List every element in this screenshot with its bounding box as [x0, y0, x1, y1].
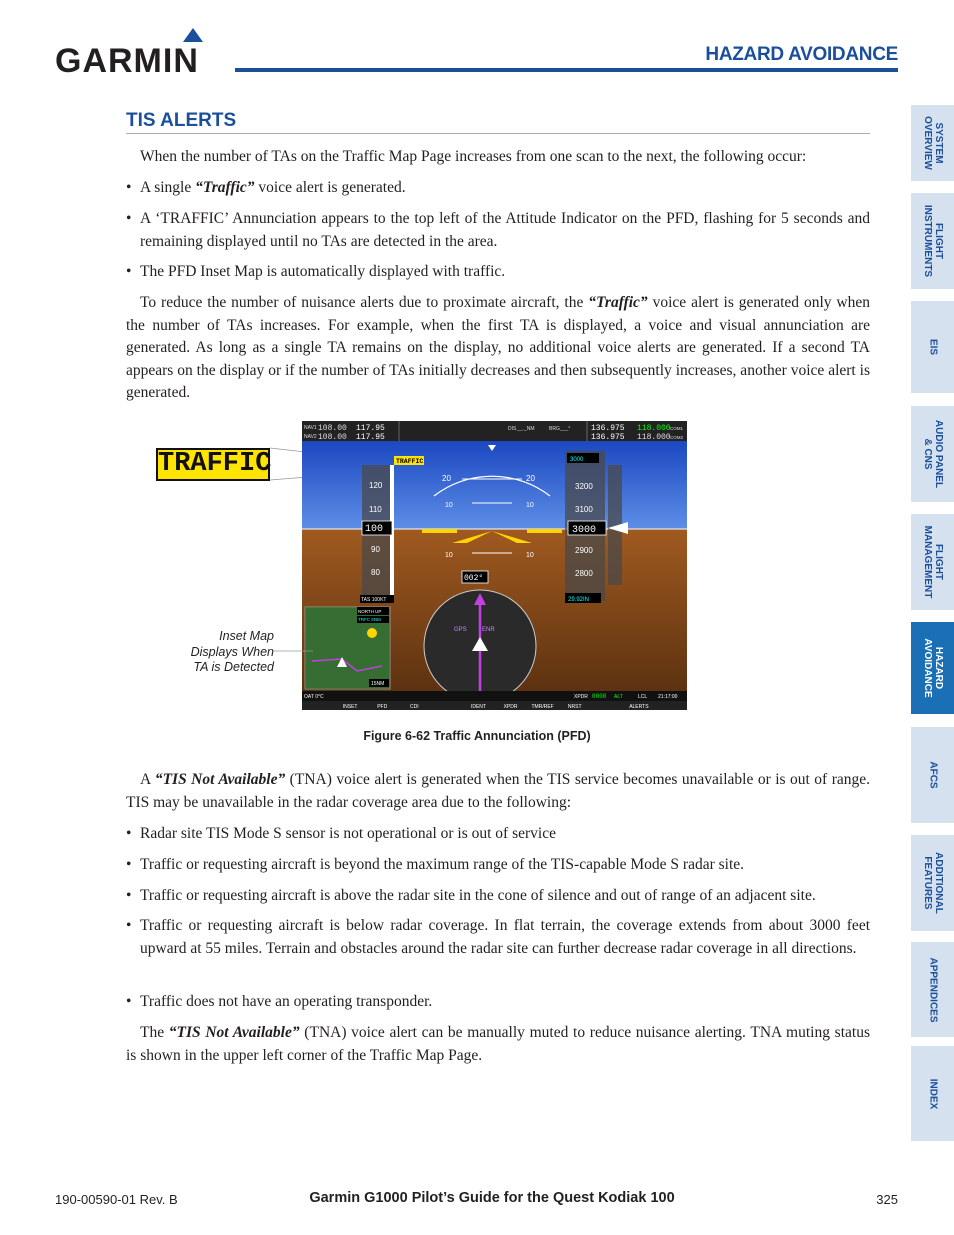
svg-text:2900: 2900 [575, 546, 593, 555]
softkey-label: PFD [377, 704, 388, 710]
svg-text:117.95: 117.95 [356, 424, 385, 433]
svg-text:118.000: 118.000 [637, 424, 671, 433]
list-item: • The PFD Inset Map is automatically displayed with traffic. [126, 261, 870, 284]
inset-map-callout-line [273, 650, 313, 652]
svg-text:ALT: ALT [614, 694, 623, 700]
svg-text:15NM: 15NM [371, 681, 385, 687]
tab-audio-panel-cns[interactable]: AUDIO PANEL & CNS [911, 406, 954, 502]
svg-text:BRG: BRG [549, 426, 560, 432]
intro-paragraph: When the number of TAs on the Traffic Map Page increases from one scan to the next, the following occur: [140, 148, 807, 165]
svg-text:COM2: COM2 [670, 435, 684, 440]
header-rule [235, 68, 898, 72]
softkey-label: CDI [409, 704, 419, 710]
svg-text:136.975: 136.975 [591, 433, 625, 442]
softkey-label: IDENT [470, 704, 486, 710]
svg-text:136.975: 136.975 [591, 424, 625, 433]
body-paragraph: The “TIS Not Available” (TNA) voice alert can be manually muted to reduce nuisance alerting. TNA muting status is shown in the upper left corner of the Traffic Map Page. [126, 1024, 870, 1064]
list-item: • A ‘TRAFFIC’ Annunciation appears to the top left of the Attitude Indicator on the PFD, flashing for 5 seconds and remaining displayed until no TAs are detected in the area. [126, 208, 870, 253]
list-item: • Traffic or requesting aircraft is above the radar site in the cone of silence and out of range of an adjacent site. [126, 885, 870, 908]
svg-text:120: 120 [369, 481, 383, 490]
tab-hazard-avoidance[interactable]: HAZARD AVOIDANCE [911, 622, 954, 714]
softkey-label: ALERTS [629, 704, 649, 710]
svg-text:002°: 002° [464, 574, 484, 583]
svg-text:OAT 0°C: OAT 0°C [304, 694, 324, 700]
footer-title: Garmin G1000 Pilot’s Guide for the Quest Kodiak 100 [309, 1190, 675, 1206]
list-item: • Radar site TIS Mode S sensor is not operational or is out of service [126, 823, 870, 846]
softkey-label: TMR/REF [531, 704, 554, 710]
svg-text:GARMIN: GARMIN [55, 42, 199, 76]
tab-flight-management[interactable]: FLIGHT MANAGEMENT [911, 514, 954, 610]
page-number: 325 [876, 1192, 898, 1207]
svg-text:2800: 2800 [575, 569, 593, 578]
list-item: • Traffic or requesting aircraft is below radar coverage. In flat terrain, the coverage extends from about 3000 feet upward at 55 miles. Terrain and obstacles around the radar site can further decrease radar coverage in all directions. [126, 915, 870, 960]
svg-text:10: 10 [526, 552, 534, 559]
svg-text:NAV2: NAV2 [304, 434, 317, 440]
inset-map-callout-label: Inset Map Displays When TA is Detected [190, 629, 274, 674]
tab-flight-instruments[interactable]: FLIGHT INSTRUMENTS [911, 193, 954, 289]
svg-text:TRAFFIC: TRAFFIC [396, 458, 424, 465]
svg-text:10: 10 [445, 502, 453, 509]
svg-text:TRFC 6NM: TRFC 6NM [358, 617, 381, 622]
pfd-figure [302, 421, 687, 710]
svg-text:3000: 3000 [572, 525, 597, 536]
svg-text:3100: 3100 [575, 505, 593, 514]
svg-text:108.00: 108.00 [318, 433, 347, 442]
section-heading: TIS ALERTS [126, 110, 870, 134]
svg-text:100: 100 [365, 524, 384, 535]
svg-text:0000: 0000 [592, 693, 607, 700]
figure-caption: Figure 6-62 Traffic Annunciation (PFD) [363, 729, 591, 743]
body-paragraph: To reduce the number of nuisance alerts due to proximate aircraft, the “Traffic” voice alert is generated only when the number of TAs increases. For example, when the first TA is displayed, a voice and visual annunciation are generated. As long as a single TA remains on the display, no additional voice alerts are generated. If a second TA appears on the display or if the number of TAs initially decreases and then subsequently increases, another voice alert is generated. [126, 294, 871, 401]
softkey-label: XPDR [503, 704, 518, 710]
svg-text:DIS: DIS [508, 426, 517, 432]
tab-afcs[interactable]: AFCS [911, 727, 954, 823]
traffic-annunciation-callout: TRAFFIC [158, 449, 272, 479]
tab-additional-features[interactable]: ADDITIONAL FEATURES [911, 835, 954, 931]
tab-system-overview[interactable]: SYSTEM OVERVIEW [911, 105, 954, 181]
svg-text:21:17:00: 21:17:00 [658, 694, 678, 700]
svg-text:___°: ___° [560, 426, 571, 432]
body-paragraph: A “TIS Not Available” (TNA) voice alert is generated when the TIS service becomes unavailable or is out of range. TIS may be unavailable in the radar coverage area due to the following: [126, 771, 870, 811]
svg-text:LCL: LCL [638, 694, 648, 700]
svg-text:3000: 3000 [570, 457, 584, 463]
footer-part-number: 190-00590-01 Rev. B [55, 1192, 178, 1207]
svg-text:ENR: ENR [482, 627, 495, 633]
list-item: • Traffic or requesting aircraft is beyond the maximum range of the TIS-capable Mode S radar site. [126, 854, 870, 877]
svg-text:110: 110 [369, 505, 382, 514]
section-title: HAZARD AVOIDANCE [705, 44, 898, 65]
garmin-logo [55, 26, 220, 76]
svg-text:XPDR: XPDR [574, 694, 588, 700]
svg-text:COM1: COM1 [670, 426, 684, 431]
svg-text:117.95: 117.95 [356, 433, 385, 442]
tab-eis[interactable]: EIS [911, 301, 954, 393]
tab-index[interactable]: INDEX [911, 1046, 954, 1141]
softkey-label: NRST [567, 704, 582, 710]
list-item: • A single “Traffic” voice alert is generated. [126, 177, 870, 200]
svg-text:118.000: 118.000 [637, 433, 671, 442]
softkey-label: INSET [342, 704, 358, 710]
svg-text:NAV1: NAV1 [304, 425, 317, 431]
tab-appendices[interactable]: APPENDICES [911, 942, 954, 1037]
svg-text:108.00: 108.00 [318, 424, 347, 433]
svg-text:90: 90 [371, 545, 380, 554]
svg-text:29.92IN: 29.92IN [568, 597, 590, 603]
list-item: • Traffic does not have an operating transponder. [126, 991, 870, 1014]
svg-text:80: 80 [371, 568, 380, 577]
svg-text:10: 10 [445, 552, 453, 559]
svg-text:3200: 3200 [575, 482, 593, 491]
svg-text:10: 10 [526, 502, 534, 509]
svg-text:20: 20 [526, 474, 535, 483]
svg-text:__._NM: __._NM [517, 426, 535, 432]
svg-text:GPS: GPS [454, 627, 467, 633]
svg-text:TAS 100KT: TAS 100KT [361, 597, 387, 603]
svg-text:NORTH UP: NORTH UP [358, 609, 382, 614]
svg-text:20: 20 [442, 474, 451, 483]
